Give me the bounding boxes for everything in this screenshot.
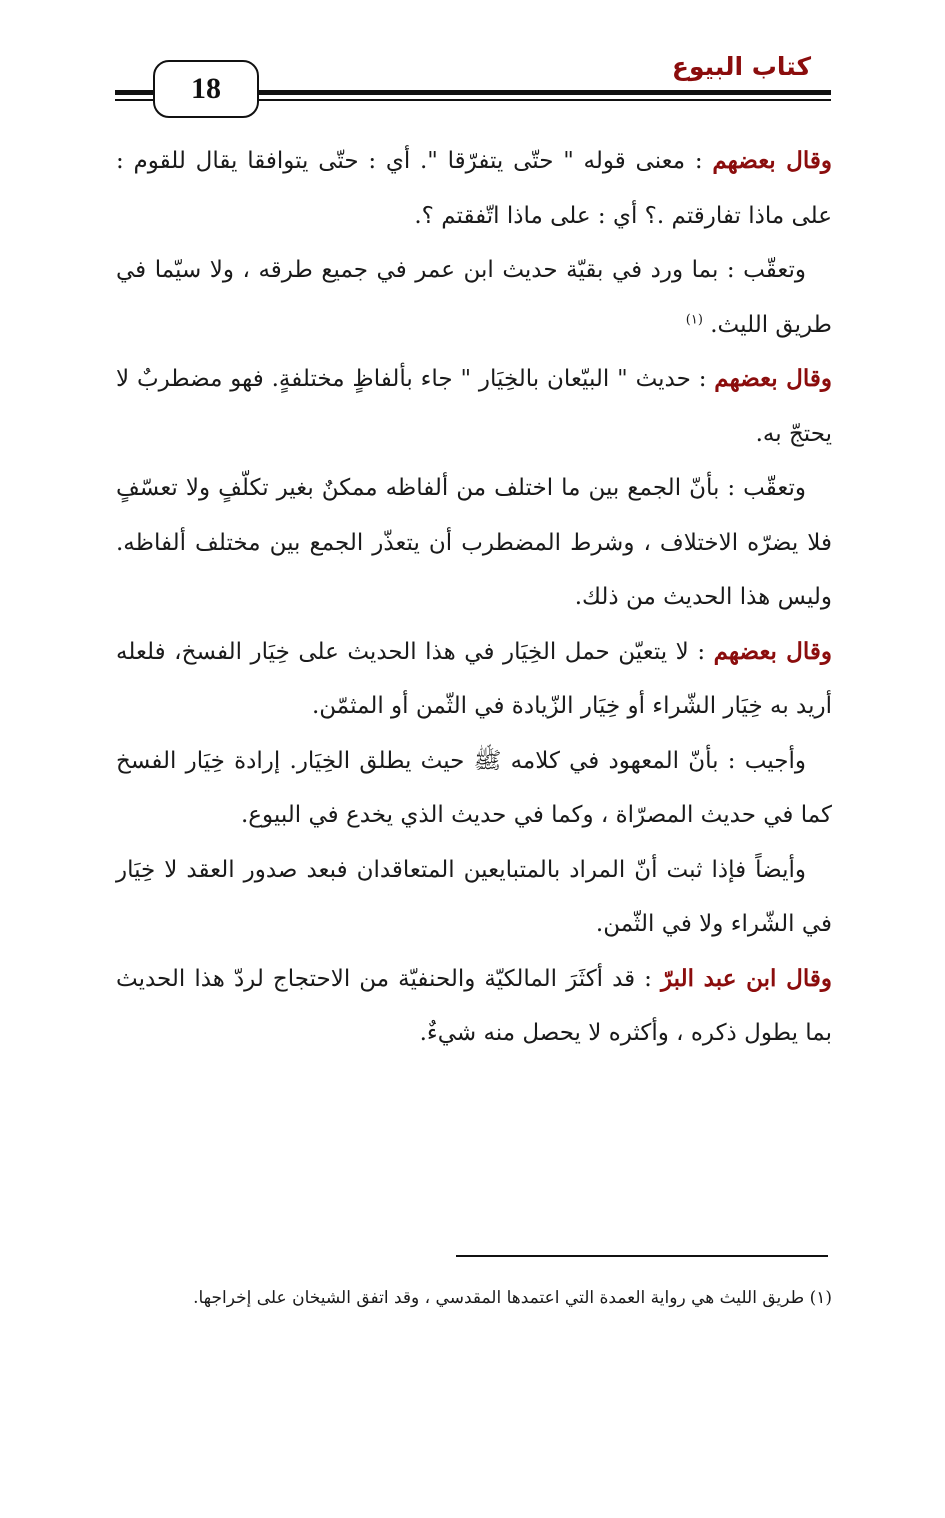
paragraph-4 [116,461,832,625]
paragraph-text: : حديث " البيّعان بالخِيَار " جاء بألفاظٍ مختلفةٍ. فهو مضطربٌ لا يحتجّ به. [116,366,832,447]
book-title: كتاب البيوع [671,52,811,81]
main-text [116,134,832,1061]
paragraph-7 [116,843,832,952]
footnote-divider [456,1255,828,1257]
paragraph-text: : قد أكثَرَ المالكيّة والحنفيّة من الاحتجاج لردّ هذا الحديث بما يطول ذكره ، وأكثره لا يحصل منه شيءٌ. [116,965,832,1046]
paragraph-6 [116,734,832,843]
speaker-label: وقال بعضهم [714,365,832,392]
footnote-reference[interactable]: (١) [685,311,703,327]
page-number: 18 [153,60,259,118]
paragraph-5 [116,625,832,734]
footnote: (١) طريق الليث هي رواية العمدة التي اعتمدها المقدسي ، وقد اتفق الشيخان على إخراجها. [193,1288,832,1308]
paragraph-text: وأجيب : بأنّ المعهود في كلامه ﷺ حيث يطلق الخِيَار. إرادة خِيَار الفسخ كما في حديث المصرّاة ، وكما في حديث الذي يخدع في البيوع. [116,747,832,828]
paragraph-2 [116,243,832,352]
paragraph-text: وتعقّب : بأنّ الجمع بين ما اختلف من ألفاظه ممكنٌ بغير تكلّفٍ ولا تعسّفٍ فلا يضرّه الاختلاف ، وشرط المضطرب أن يتعذّر الجمع بين مختلف ألفاظه. وليس هذا الحديث من ذلك. [116,475,832,610]
paragraph-text: وتعقّب : بما ورد في بقيّة حديث ابن عمر في جميع طرقه ، ولا سيّما في طريق الليث. [116,257,832,338]
paragraph-text: : لا يتعيّن حمل الخِيَار في هذا الحديث على خِيَار الفسخ، فلعله أريد به خِيَار الشّراء أو خِيَار الزّيادة في الثّمن أو المثمّن. [116,638,832,719]
paragraph-8 [116,952,832,1061]
paragraph-3 [116,352,832,461]
speaker-label: وقال بعضهم [713,637,833,665]
paragraph-text: : معنى قوله " حتّى يتفرّقا ". أي : حتّى يتوافقا يقال للقوم : على ماذا تفارقتم .؟ أي : على ماذا اتّفقتم ؟. [116,148,832,229]
speaker-label: وقال ابن عبد البرّ [660,964,832,992]
speaker-label: وقال بعضهم [712,147,832,174]
paragraph-text: وأيضاً فإذا ثبت أنّ المراد بالمتبايعين المتعاقدان فبعد صدور العقد لا خِيَار في الشّراء ولا في الثّمن. [116,856,832,937]
page-header [115,50,831,120]
paragraph-1 [116,134,832,243]
